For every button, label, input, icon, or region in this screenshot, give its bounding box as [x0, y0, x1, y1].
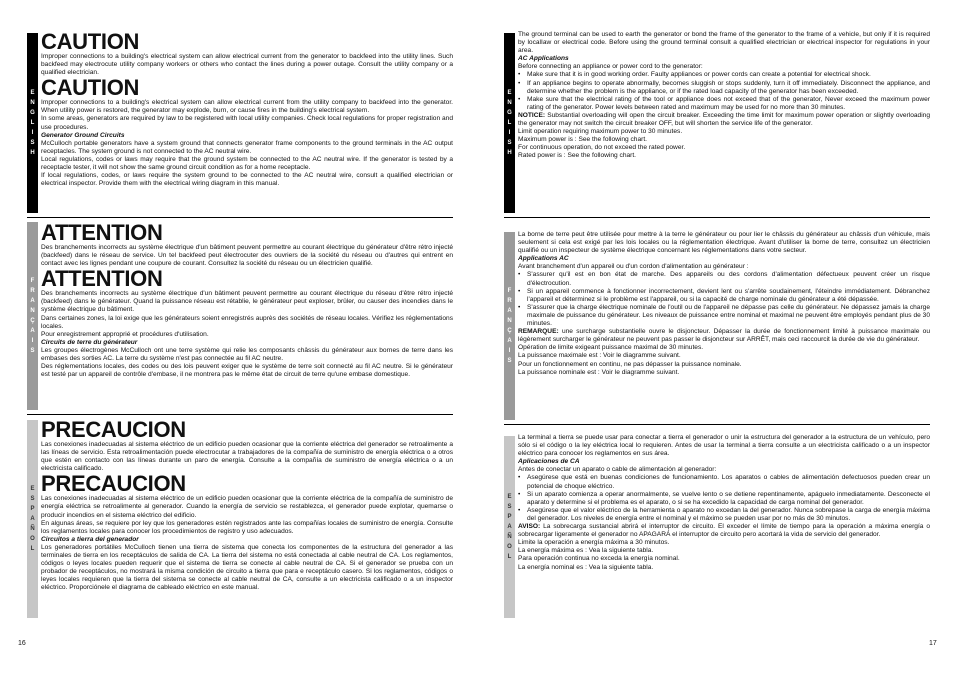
line: For continuous operation, do not exceed the rated power.: [518, 144, 686, 152]
notice-paragraph: [518, 523, 930, 539]
tab-letter: E: [507, 494, 512, 500]
tab-letter: I: [31, 130, 34, 136]
list-item: • Asegúrese que está en buenas condiciones de funcionamiento. Los aparatos o cables de alimentación defectuosos pueden crear un potencial de choque eléctrico.: [518, 474, 930, 490]
french-ac-section: [518, 231, 930, 423]
divider: [27, 414, 453, 415]
tab-letter: S: [30, 140, 35, 146]
list-item: • Si un aparato comienza a operar anormalmente, se vuelve lento o se detiene repentinamente, apáguelo inmediatamente. Desconecte el aparato y determine si el problema es el aparato, o si se ha excedido la capacidad de carga nominal del generador.: [518, 491, 930, 507]
tab-letter: S: [507, 140, 512, 146]
paragraph: Des branchements incorrects au système électrique d'un bâtiment peuvent permettre au courant électrique du générateur d'être rétro injecté (backfeed) dans le réseau de service. Un tel backfeed peut électrocuter des ouvriers de la société du réseau ou d'autres qui entrent en contact avec les lignes pendant une coupure de courant. Consultez la société du réseau ou un électricien qualifié.: [41, 244, 453, 268]
notice-label: AVISO:: [518, 523, 541, 531]
bullet-list: [518, 474, 930, 523]
tab-letter: N: [507, 318, 512, 324]
paragraph: Improper connections to a building's electrical system can allow electrical current from the generator to backfeed into the utility lines. Such backfeed may electrocute utility company workers or others who contact the lines during a power outage. Consult the utility company or a qualified electrician.: [41, 53, 453, 77]
line: Opération de limite exigeant puissance maximal de 30 minutes.: [518, 344, 704, 352]
tab-letter: S: [30, 496, 35, 502]
tab-letter: S: [507, 504, 512, 510]
line: La puissance maximale est : Voir le diagramme suivant.: [518, 352, 681, 360]
tab-letter: Ñ: [507, 534, 512, 540]
line: Limite la operación a energía máxima a 30 minutos.: [518, 539, 670, 547]
tab-letter: R: [30, 288, 35, 294]
tab-letter: L: [507, 554, 512, 560]
divider: [504, 424, 930, 425]
notice-label: REMARQUE:: [518, 328, 559, 336]
paragraph: Antes de conectar un aparato o cable de alimentación al generador:: [518, 466, 717, 474]
tab-letter: E: [30, 486, 35, 492]
notice-text: La sobrecarga sustancial abrirá el interruptor de circuito. El exceder el límite de tiempo para la operación a máxima energía o sobrecargar ligeramente el generador no APAGARÁ el interruptor de circuito pero acortará la vida de servicio del generador.: [518, 523, 930, 539]
paragraph: The ground terminal can be used to earth the generator or bond the frame of the generator to the frame of a vehicle, but only if it is required by localIaw or electrical code. Before using the ground terminal consult a qualified electrician or electrical inspector for regulations in your area.: [518, 31, 930, 55]
line: Limit operation requiring maximum power to 30 minutes.: [518, 128, 683, 136]
tab-letter: F: [507, 288, 512, 294]
line: Para operación continua no exceda la energía nominal.: [518, 555, 680, 563]
notice-paragraph: [518, 328, 930, 344]
tab-letter: I: [31, 338, 34, 344]
english-language-tab: [504, 33, 515, 213]
subheading: Aplicaciones de CA: [518, 458, 580, 466]
tab-letter: N: [30, 100, 35, 106]
french-language-tab: [504, 232, 515, 420]
tab-letter: A: [30, 328, 35, 334]
english-language-tab: [27, 33, 38, 213]
subheading: AC Applications: [518, 55, 569, 63]
paragraph: La borne de terre peut être utilisée pour mettre à la terre le générateur ou pour lier le châssis du générateur au châssis d'un véhicule, mais seulement si cela est exigé par les lois locales ou la réglementation électrique. Avant d'utiliser la borne de terre, consultez un électricien qualifié ou un inspecteur de système électrique concernant les réglementations dans votre secteur.: [518, 231, 930, 255]
bullet-list: [518, 271, 930, 328]
notice-paragraph: [518, 112, 930, 128]
tab-letter: N: [507, 100, 512, 106]
bullet-list: [518, 71, 930, 111]
tab-letter: H: [507, 150, 512, 156]
caution-heading-1: CAUTION: [41, 31, 140, 54]
list-item: • If an appliance begins to operate abnormally, becomes sluggish or stops suddenly, turn it off immediately. Disconnect the appliance, and determine whether the problem is the appliance, or if the rated load capacity of the generator has been exceeded.: [518, 80, 930, 96]
tab-letter: A: [30, 298, 35, 304]
paragraph: Avant branchement d'un appareil ou d'un cordon d'alimentation au générateur :: [518, 263, 749, 271]
paragraph: In some areas, generators are required by law to be registered with local utility companies. Check local regulations for proper registration and use procedures.: [41, 115, 453, 131]
tab-letter: Ç: [30, 318, 35, 324]
paragraph: Les groupes électrogènes McCulloch ont une terre système qui relie les composants châssis du générateur aux bornes de terre dans les embases des sorties AC. La terre du système n'est pas connectée au fil AC neutre.: [41, 346, 453, 363]
tab-letter: E: [507, 90, 512, 96]
list-item: • Si un appareil commence à fonctionner incorrectement, devient lent ou s'arrête soudainement, l'éteindre immédiatement. Débranchez l'appareil et déterminez si le problème est l'appareil, ou si la capacité de charge nominale du générateur a été dépassée.: [518, 288, 930, 304]
tab-letter: L: [30, 546, 35, 552]
list-item: • Make sure that it is in good working order. Faulty appliances or power cords can create a potential for electrical shock.: [518, 71, 930, 79]
precaucion-heading-2: PRECAUCION: [41, 471, 186, 497]
tab-letter: L: [30, 120, 35, 126]
paragraph: Des réglementations locales, des codes ou des lois peuvent exiger que le système de terre soit connecté au fil AC neutre. Si le générateur est testé par un appareil de contrôle d'embase, il ne montrera pas le même état de circuit de terre qu'une embase domestique.: [41, 363, 453, 379]
french-attention-section: [41, 222, 453, 412]
tab-letter: Ñ: [30, 526, 35, 532]
tab-letter: A: [507, 308, 512, 314]
paragraph: En algunas áreas, se requiere por ley que los generadores estén registrados ante las compañías locales de suministro de energía. Consulte los reglamentos locales para conocer los procedimientos de registro y uso adecuados.: [41, 519, 453, 535]
tab-letter: I: [508, 130, 511, 136]
spanish-ac-section: [518, 434, 930, 620]
tab-letter: O: [30, 536, 35, 542]
attention-heading-2: ATTENTION: [41, 266, 163, 292]
tab-letter: F: [30, 278, 35, 284]
line: Pour un fonctionnement en continu, ne pas dépasser la puissance nominale.: [518, 360, 742, 368]
subheading: Applications AC: [518, 255, 569, 263]
list-item: • Make sure that the electrical rating of the tool or appliance does not exceed that of the generator, Never exceed the maximum power rating of the generator. Power levels between rated and maximum may be used for no more than 30 minutes.: [518, 96, 930, 112]
list-item: • Asegúrese que el valor eléctrico de la herramienta o aparato no excedan la del generador. Nunca sobrepase la carga de energía máxima del generador. Los niveles de energía entre el nominal y el máximo se pueden usar por no más de 30 minutos.: [518, 507, 930, 523]
paragraph: Las conexiones inadecuadas al sistema eléctrico de un edificio pueden ocasionar que la corriente eléctrica del generador se retroalimente a las líneas de servicio. Esta retroalimentación puede electrocutar a trabajadores de la compañía de suministro de energía eléctrica o a otros que estén en contacto con las líneas durante un paro de energía. Consulte a la compañía de suministro de energía eléctrica o a un electricista calificado.: [41, 441, 453, 473]
line: La energía nominal es : Vea la siguiente tabla.: [518, 563, 654, 571]
tab-letter: N: [30, 308, 35, 314]
tab-letter: E: [30, 90, 35, 96]
paragraph: La terminal a tierra se puede usar para conectar a tierra el generador o unir la estructura del generador a la estructura de un vehículo, pero sólo si el código o la ley eléctrica local lo requieren. Antes de usar la terminal a tierra consulte a un electricista calificado o a un inspector eléctrico para conocer los reglamentos en sus área.: [518, 434, 930, 458]
line: Rated power is : See the following chart.: [518, 152, 637, 160]
line: La energía máxima es : Vea la siguiente tabla.: [518, 547, 654, 555]
tab-letter: I: [508, 348, 511, 354]
paragraph: Des branchements incorrects au système électrique d'un bâtiment peuvent permettre au courant électrique du réseau d'être rétro injecté (backfeed) dans le générateur. Quand la puissance réseau est rétablie, le générateur peut exploser, brûler, ou causer des incendies dans le système électrique du bâtiment.: [41, 290, 453, 314]
notice-text: Substantial overloading will open the circuit breaker. Exceeding the time limit for maximum power operation or slightly overloading the generator may not switch the circuit breaker OFF, but will shorten the service life of the generator.: [518, 111, 930, 128]
list-item: • S'assurer que la charge électrique nominale de l'outil ou de l'appareil ne dépasse pas celle du générateur. Ne dépassez jamais la charge maximale de puissance du générateur. Les niveaux de puissance entre nominal et maximal ne peuvent être employés pendant plus de 30 minutes.: [518, 304, 930, 328]
paragraph: Dans certaines zones, la loi exige que les générateurs soient enregistrés auprès des sociétés de réseau locales. Vérifiez les réglementations locales.: [41, 314, 453, 330]
right-page: [477, 0, 954, 675]
subheading: Generator Ground Circuits: [41, 131, 125, 139]
list-item: • S'assurer qu'il est en bon état de marche. Des appareils ou des cordons d'alimentation défectueux peuvent créer un risque d'électrocution.: [518, 271, 930, 287]
line: La puissance nominale est : Voir le diagramme suivant.: [518, 368, 680, 376]
subheading: Circuitos a tierra del generador: [41, 535, 139, 543]
page-number: 16: [18, 640, 26, 647]
paragraph: Pour enregistrement approprié et procédures d'utilisation.: [41, 330, 209, 338]
caution-heading-2: CAUTION: [41, 75, 140, 101]
line: Maximum power is : See the following chart.: [518, 136, 647, 144]
tab-letter: P: [507, 514, 512, 520]
tab-letter: S: [30, 348, 35, 354]
paragraph: Las conexiones inadecuadas al sistema eléctrico de un edificio pueden ocasionar que la corriente eléctrica de la compañía de suministro de energía eléctrica se retroalimente al generador. Cuando la energía de servicio se restablezca, el generador puede explotar, quemarse o producir incendios en el sistema eléctrico del edificio.: [41, 495, 453, 519]
tab-letter: L: [507, 120, 512, 126]
subheading: Circuits de terre du générateur: [41, 338, 138, 346]
tab-letter: R: [507, 298, 512, 304]
tab-letter: H: [30, 150, 35, 156]
spanish-precaucion-section: [41, 419, 453, 619]
spanish-language-tab: [27, 420, 38, 618]
tab-letter: Ç: [507, 328, 512, 334]
paragraph: McCulloch portable generators have a system ground that connects generator frame components to the ground terminals in the AC output receptacles. The system ground is not connected to the AC neutral wire.: [41, 139, 453, 155]
tab-letter: O: [507, 544, 512, 550]
paragraph: Local regulations, codes or laws may require that the ground system be connected to the AC neutral wire. If the generator is tested by a receptacle tester, it will not show the same ground circuit condition as for a home receptacle.: [41, 155, 453, 172]
english-ac-section: [518, 31, 930, 213]
tab-letter: P: [30, 506, 35, 512]
tab-letter: A: [30, 516, 35, 522]
precaucion-heading-1: PRECAUCION: [41, 419, 186, 442]
tab-letter: A: [507, 524, 512, 530]
paragraph: Before connecting an appliance or power cord to the generator:: [518, 63, 703, 71]
notice-text: une surcharge substantielle ouvre le disjoncteur. Dépasser la durée de fonctionnement limité à puissance maximale ou légèrement surcharger le générateur ne peuvent pas passer le disjoncteur sur ARRÊT, mais ceci raccourcit la durée de vie du générateur.: [518, 328, 930, 344]
tab-letter: S: [507, 358, 512, 364]
tab-letter: G: [30, 110, 35, 116]
paragraph: If local regulations, codes, or laws require the system ground to be connected to the AC neutral wire, consult a qualified electrician or electrical inspector. Provide them with the electrical wiring diagram in this manual.: [41, 172, 453, 188]
divider: [27, 217, 453, 218]
spanish-language-tab: [504, 436, 515, 618]
english-caution-section: [41, 31, 453, 213]
tab-letter: A: [507, 338, 512, 344]
paragraph: Los generadores portátiles McCulloch tienen una tierra de sistema que conecta los componentes de la estructura del generador a las terminales de tierra en los receptáculos de salida de CA. La tierra del sistema no está conectada al cable neutral de CA. Los reglamentos, códigos o leyes locales pueden requerir que el sistema de tierra se conecte al cable neutral de CA. Si el generador se prueba con un probador de receptáculos, no mostrará la misma condición de circuito a tierra que para e receptáculo casero. Si los reglamentos, códigos o leyes locales requieren que la tierra del sistema se conecte al cable neutral de CA, consulte a un electricista calificado o a un inspector eléctrico. Proporciónele el diagrama de cableado eléctrico en este manual.: [41, 543, 453, 592]
attention-heading-1: ATTENTION: [41, 222, 163, 245]
tab-letter: G: [507, 110, 512, 116]
divider: [504, 217, 930, 218]
page-number: 17: [929, 640, 937, 647]
french-language-tab: [27, 222, 38, 410]
notice-label: NOTICE:: [518, 111, 546, 119]
paragraph: Improper connections to a building's electrical system can allow electrical current from the utility company to backfeed into the generator. When utility power is restored, the generator may explode, burn, or cause fires in the building's electrical system.: [41, 99, 453, 115]
